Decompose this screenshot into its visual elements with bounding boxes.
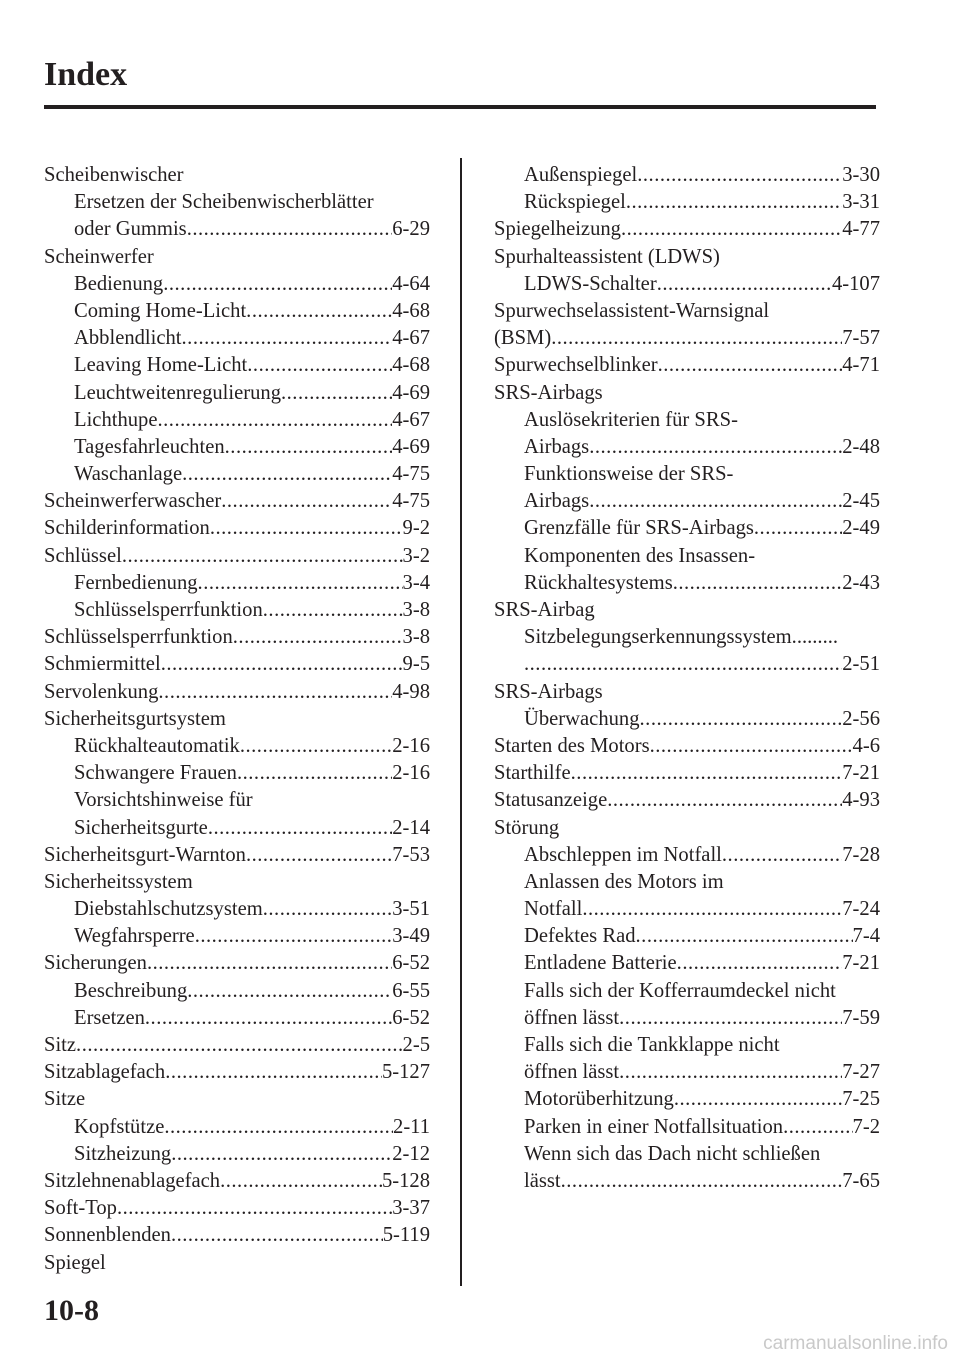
dot-leader <box>754 515 842 542</box>
index-entry <box>44 1141 430 1168</box>
index-entry-term: SRS-Airbags <box>494 381 603 404</box>
dot-leader <box>145 1005 392 1032</box>
index-entry-term: Falls sich die Tankklappe nicht <box>524 1034 780 1056</box>
index-entry-term: Waschanlage <box>74 463 183 486</box>
dot-leader <box>582 896 842 923</box>
index-entry <box>494 380 880 407</box>
index-entry-page-ref: 7-4 <box>852 925 880 948</box>
index-entry-page-ref: 7-24 <box>842 898 880 921</box>
dot-leader <box>220 1168 382 1195</box>
index-entry <box>494 434 880 461</box>
index-entry-term: Bedienung <box>74 272 164 295</box>
index-entry <box>494 515 880 542</box>
index-entry-term: lässt <box>524 1169 561 1192</box>
index-entry <box>494 543 880 570</box>
index-entry-term: Schlüsselsperrfunktion <box>74 599 263 621</box>
dot-leader <box>163 271 392 298</box>
index-entry-term: Servolenkung <box>44 680 159 703</box>
index-entry-term: Kopfstütze <box>74 1115 165 1138</box>
index-entry-term: Sicherheitssystem <box>44 870 193 893</box>
index-entry-term: Sitze <box>44 1088 86 1111</box>
index-entry-page-ref: 5-119 <box>382 1224 430 1247</box>
index-entry-term: Statusanzeige <box>494 789 608 812</box>
dot-leader <box>187 216 393 243</box>
index-entry <box>494 461 880 488</box>
index-entry <box>44 1114 430 1141</box>
dot-leader <box>524 651 842 678</box>
index-entry-term: Auslösekriterien für SRS- <box>524 408 738 431</box>
index-entry <box>494 1086 880 1113</box>
index-entry-page-ref: 3-8 <box>402 626 430 649</box>
index-entry-page-ref: 4-107 <box>831 272 880 295</box>
index-entry-term: Spurwechselassistent-Warnsignal <box>494 299 770 322</box>
index-entry-page-ref: 4-67 <box>392 327 430 350</box>
index-entry-page-ref: 7-21 <box>842 952 880 975</box>
index-entry-page-ref: 7-57 <box>842 327 880 350</box>
index-entry <box>494 488 880 515</box>
index-entry <box>494 978 880 1005</box>
index-entry-term: Abschleppen im Notfall <box>524 843 722 866</box>
index-entry-term: Schlüssel <box>44 544 122 567</box>
index-entry <box>494 896 880 923</box>
index-entry-page-ref: 6-52 <box>392 1006 430 1029</box>
index-entry-page-ref: 7-2 <box>852 1115 880 1138</box>
index-entry-term: Airbags <box>524 435 590 458</box>
index-entry-term: Überwachung <box>524 707 640 730</box>
index-entry <box>494 1114 880 1141</box>
index-entry-term: Sonnenblenden <box>44 1224 171 1247</box>
index-entry-term: Anlassen des Motors im <box>524 870 724 893</box>
dot-leader <box>657 271 832 298</box>
dot-leader <box>237 760 392 787</box>
dot-leader <box>210 515 403 542</box>
dot-leader <box>619 1005 842 1032</box>
index-entry-page-ref: 2-16 <box>392 734 430 757</box>
dot-leader <box>658 352 843 379</box>
index-entry-term: Sicherheitsgurt-Warnton <box>44 843 246 866</box>
index-entry-page-ref: 3-30 <box>842 164 880 186</box>
index-entry <box>44 244 430 271</box>
dot-leader <box>783 1114 852 1141</box>
dot-leader <box>187 978 392 1005</box>
index-entry-page-ref: 3-51 <box>392 898 430 921</box>
index-entry-term: Schwangere Frauen <box>74 762 237 785</box>
watermark: carmanualsonline.info <box>763 1333 948 1354</box>
index-entry-term: Komponenten des Insassen- <box>524 544 756 567</box>
dot-leader <box>607 787 842 814</box>
dot-leader <box>247 352 392 379</box>
index-entry-page-ref: 4-71 <box>842 354 880 377</box>
index-entry-term: Sicherungen <box>44 952 147 975</box>
index-entry-page-ref: 3-37 <box>392 1197 430 1220</box>
index-entry-page-ref: 7-59 <box>842 1006 880 1029</box>
index-entry-page-ref: 7-21 <box>842 762 880 785</box>
index-entry-page-ref: 4-93 <box>842 789 880 812</box>
dot-leader <box>246 298 392 325</box>
index-entry-term: Leaving Home-Licht <box>74 354 248 377</box>
index-entry <box>494 216 880 243</box>
dot-leader <box>640 706 843 733</box>
index-entry-term: SRS-Airbag <box>494 599 595 621</box>
index-entry <box>494 570 880 597</box>
index-entry-term: Ersetzen der Scheibenwischerblätter <box>74 191 374 214</box>
index-entry-page-ref: 7-25 <box>842 1088 880 1111</box>
dot-leader <box>722 842 842 869</box>
dot-leader <box>551 325 842 352</box>
index-entry <box>44 978 430 1005</box>
dot-leader <box>263 896 393 923</box>
index-entry <box>44 815 430 842</box>
dot-leader <box>122 543 403 570</box>
index-entry-page-ref: 6-55 <box>392 979 430 1002</box>
index-entry-term: Leuchtweitenregulierung <box>74 381 281 404</box>
index-entry-page-ref: 4-64 <box>392 272 430 295</box>
index-entry <box>494 624 880 651</box>
dot-leader <box>673 570 843 597</box>
index-entry-term: Beschreibung <box>74 979 188 1002</box>
index-entry-term: öffnen lässt <box>524 1006 620 1029</box>
index-entry <box>494 189 880 216</box>
index-entry <box>44 488 430 515</box>
index-entry-page-ref: 2-49 <box>842 517 880 540</box>
index-entry-page-ref: 2-12 <box>392 1142 430 1165</box>
index-entry <box>44 380 430 407</box>
index-entry <box>44 597 430 624</box>
index-entry-term: Scheinwerfer <box>44 245 154 268</box>
index-entry <box>44 352 430 379</box>
index-entry-page-ref: 2-43 <box>842 571 880 594</box>
dot-leader <box>76 1032 403 1059</box>
index-entry <box>494 651 880 678</box>
index-entry-term: Außenspiegel <box>524 164 638 186</box>
index-entry-page-ref: 2-16 <box>392 762 430 785</box>
index-entry-term: öffnen lässt <box>524 1061 620 1084</box>
index-entry-term: Sitzheizung <box>74 1142 172 1165</box>
index-entry-term: Parken in einer Notfallsituation <box>524 1115 784 1138</box>
dot-leader <box>161 651 403 678</box>
index-entry-term: SRS-Airbags <box>494 680 603 703</box>
index-entry-page-ref: 9-2 <box>402 517 430 540</box>
index-entry-term: Motorüberhitzung <box>524 1088 674 1111</box>
index-entry <box>494 815 880 842</box>
index-entry-page-ref: 4-6 <box>852 734 880 757</box>
index-entry-page-ref: 4-75 <box>392 463 430 486</box>
index-entry <box>44 515 430 542</box>
index-entry <box>44 407 430 434</box>
index-entry <box>44 434 430 461</box>
index-entry-term: Airbags <box>524 490 590 513</box>
index-entry-page-ref: 2-45 <box>842 490 880 513</box>
dot-leader <box>240 733 392 760</box>
index-entry-term: Spiegelheizung <box>494 218 621 241</box>
index-entry-page-ref: 7-27 <box>842 1061 880 1084</box>
dot-leader <box>117 1195 392 1222</box>
index-entry-page-ref: 5-128 <box>381 1169 430 1192</box>
dot-leader <box>589 434 842 461</box>
index-entry-term: Lichthupe <box>74 408 158 431</box>
index-entry <box>494 787 880 814</box>
dot-leader <box>621 216 842 243</box>
dot-leader <box>246 842 392 869</box>
dot-leader <box>147 950 392 977</box>
dot-leader <box>221 488 392 515</box>
index-entry <box>494 325 880 352</box>
index-entry-term: (BSM) <box>494 327 552 350</box>
index-entry-term: LDWS-Schalter <box>524 272 657 295</box>
index-entry-page-ref: 5-127 <box>381 1061 430 1084</box>
index-entry-term: Abblendlicht <box>74 327 182 350</box>
index-entry-term: Sitzbelegungserkennungssystem......... <box>524 626 839 649</box>
index-entry-page-ref: 9-5 <box>402 653 430 676</box>
index-entry <box>44 271 430 298</box>
index-entry-page-ref: 4-68 <box>392 299 430 322</box>
dot-leader <box>674 1086 842 1113</box>
index-entry <box>494 760 880 787</box>
index-entry <box>44 1250 430 1277</box>
index-entry-term: Sitzlehnenablagefach <box>44 1169 221 1192</box>
index-entry-page-ref: 4-75 <box>392 490 430 513</box>
index-entry <box>494 1032 880 1059</box>
index-entry <box>44 543 430 570</box>
index-entry-term: Spurhalteassistent (LDWS) <box>494 245 720 268</box>
index-entry-term: Grenzfälle für SRS-Airbags <box>524 517 754 540</box>
index-entry <box>44 733 430 760</box>
index-entry-term: Sitzablagefach <box>44 1061 166 1084</box>
index-entry-term: Rückspiegel <box>524 191 626 214</box>
dot-leader <box>636 923 853 950</box>
index-entry <box>44 1005 430 1032</box>
index-entry-term: Sicherheitsgurte <box>74 816 208 839</box>
index-entry <box>494 352 880 379</box>
index-entry <box>494 244 880 271</box>
index-entry-term: Soft-Top <box>44 1197 117 1220</box>
index-entry-term: Schmiermittel <box>44 653 161 676</box>
index-entry-term: Entladene Batterie <box>524 952 677 975</box>
index-entry <box>44 787 430 814</box>
index-entry-page-ref: 4-67 <box>392 408 430 431</box>
index-entry <box>44 216 430 243</box>
index-column-right <box>494 162 880 1195</box>
index-entry <box>494 1059 880 1086</box>
index-column-left <box>44 162 430 1277</box>
index-entry-term: Spurwechselblinker <box>494 354 658 377</box>
index-entry <box>44 298 430 325</box>
index-entry-term: Sicherheitsgurtsystem <box>44 707 226 730</box>
dot-leader <box>171 1141 392 1168</box>
page-title: Index <box>44 56 128 93</box>
dot-leader <box>571 760 843 787</box>
index-entry-term: Diebstahlschutzsystem <box>74 898 263 921</box>
index-entry-term: Scheinwerferwascher <box>44 490 222 513</box>
index-entry <box>494 869 880 896</box>
index-entry <box>44 570 430 597</box>
dot-leader <box>626 189 842 216</box>
index-entry <box>44 162 430 189</box>
index-entry <box>44 1222 430 1249</box>
index-entry <box>44 461 430 488</box>
index-entry <box>494 407 880 434</box>
index-entry-term: Starten des Motors <box>494 734 650 757</box>
index-entry-term: Coming Home-Licht <box>74 299 247 322</box>
index-entry-page-ref: 2-11 <box>393 1115 430 1138</box>
index-entry <box>44 1032 430 1059</box>
index-entry-term: Tagesfahrleuchten <box>74 435 225 458</box>
index-entry-page-ref: 4-77 <box>842 218 880 241</box>
index-entry-page-ref: 7-53 <box>392 843 430 866</box>
index-entry <box>44 760 430 787</box>
dot-leader <box>165 1059 382 1086</box>
index-entry-page-ref: 4-68 <box>392 354 430 377</box>
dot-leader <box>225 434 393 461</box>
index-entry-page-ref: 4-69 <box>392 381 430 404</box>
dot-leader <box>164 1114 393 1141</box>
index-entry <box>494 1168 880 1195</box>
index-entry-term: Fernbedienung <box>74 571 198 594</box>
dot-leader <box>158 679 392 706</box>
dot-leader <box>650 733 853 760</box>
dot-leader <box>158 407 393 434</box>
index-entry-term: Spiegel <box>44 1251 106 1274</box>
index-entry <box>44 950 430 977</box>
index-entry-page-ref: 3-2 <box>402 544 430 567</box>
dot-leader <box>561 1168 843 1195</box>
index-entry-page-ref: 3-31 <box>842 191 880 214</box>
index-entry-term: Ersetzen <box>74 1006 145 1029</box>
index-entry <box>44 869 430 896</box>
index-entry-term: Wenn sich das Dach nicht schließen <box>524 1142 821 1165</box>
index-entry-page-ref: 3-4 <box>402 571 430 594</box>
index-entry-term: Vorsichtshinweise für <box>74 789 253 812</box>
page-number: 10-8 <box>44 1294 99 1327</box>
column-divider <box>460 158 462 1286</box>
index-entry-page-ref: 7-65 <box>842 1169 880 1192</box>
index-entry <box>44 1086 430 1113</box>
index-entry-term: Wegfahrsperre <box>74 925 195 948</box>
index-entry-term: Sitz <box>44 1034 77 1056</box>
index-entry <box>494 679 880 706</box>
index-entry <box>494 842 880 869</box>
index-entry-term: Notfall <box>524 898 583 921</box>
index-entry <box>494 706 880 733</box>
index-entry-page-ref: 2-5 <box>402 1034 430 1056</box>
dot-leader <box>619 1059 842 1086</box>
index-entry-term: Starthilfe <box>494 762 571 785</box>
index-entry <box>44 1195 430 1222</box>
index-entry <box>44 896 430 923</box>
index-entry-page-ref: 6-52 <box>392 952 430 975</box>
index-entry-page-ref: 4-69 <box>392 435 430 458</box>
title-rule <box>44 105 876 109</box>
index-entry <box>494 1141 880 1168</box>
index-entry <box>44 651 430 678</box>
index-entry-term: oder Gummis <box>74 218 187 241</box>
index-entry-term: Funktionsweise der SRS- <box>524 463 734 486</box>
index-entry <box>494 298 880 325</box>
dot-leader <box>182 461 392 488</box>
index-entry <box>494 950 880 977</box>
dot-leader <box>637 162 842 189</box>
dot-leader <box>182 325 393 352</box>
index-entry <box>44 923 430 950</box>
index-entry-page-ref: 2-56 <box>842 707 880 730</box>
dot-leader <box>589 488 842 515</box>
dot-leader <box>171 1222 383 1249</box>
dot-leader <box>233 624 403 651</box>
index-entry-term: Scheibenwischer <box>44 164 184 186</box>
dot-leader <box>281 380 392 407</box>
index-entry <box>44 189 430 216</box>
index-entry-page-ref: 3-8 <box>402 599 430 621</box>
index-entry <box>44 325 430 352</box>
index-entry-term: Rückhalteautomatik <box>74 734 240 757</box>
index-entry <box>44 624 430 651</box>
dot-leader <box>198 570 403 597</box>
index-entry-page-ref: 7-28 <box>842 843 880 866</box>
index-entry <box>494 733 880 760</box>
index-entry-page-ref: 3-49 <box>392 925 430 948</box>
index-entry-term: Schilderinformation <box>44 517 210 540</box>
index-entry-page-ref: 2-51 <box>842 653 880 676</box>
index-entry <box>494 1005 880 1032</box>
index-entry-page-ref: 4-98 <box>392 680 430 703</box>
index-entry <box>494 597 880 624</box>
index-entry <box>44 679 430 706</box>
dot-leader <box>208 815 392 842</box>
index-entry-page-ref: 2-14 <box>392 816 430 839</box>
index-entry-page-ref: 6-29 <box>392 218 430 241</box>
index-entry <box>44 706 430 733</box>
index-entry-term: Rückhaltesystems <box>524 571 673 594</box>
index-entry-term: Störung <box>494 816 560 839</box>
index-entry <box>494 271 880 298</box>
index-entry-term: Schlüsselsperrfunktion <box>44 626 233 649</box>
index-entry <box>44 842 430 869</box>
index-entry <box>44 1168 430 1195</box>
index-entry <box>494 923 880 950</box>
dot-leader <box>195 923 393 950</box>
index-entry <box>44 1059 430 1086</box>
dot-leader <box>677 950 843 977</box>
index-entry <box>494 162 880 189</box>
index-entry-term: Falls sich der Kofferraumdeckel nicht <box>524 979 836 1002</box>
index-entry-page-ref: 2-48 <box>842 435 880 458</box>
index-entry-term: Defektes Rad <box>524 925 636 948</box>
dot-leader <box>263 597 403 624</box>
